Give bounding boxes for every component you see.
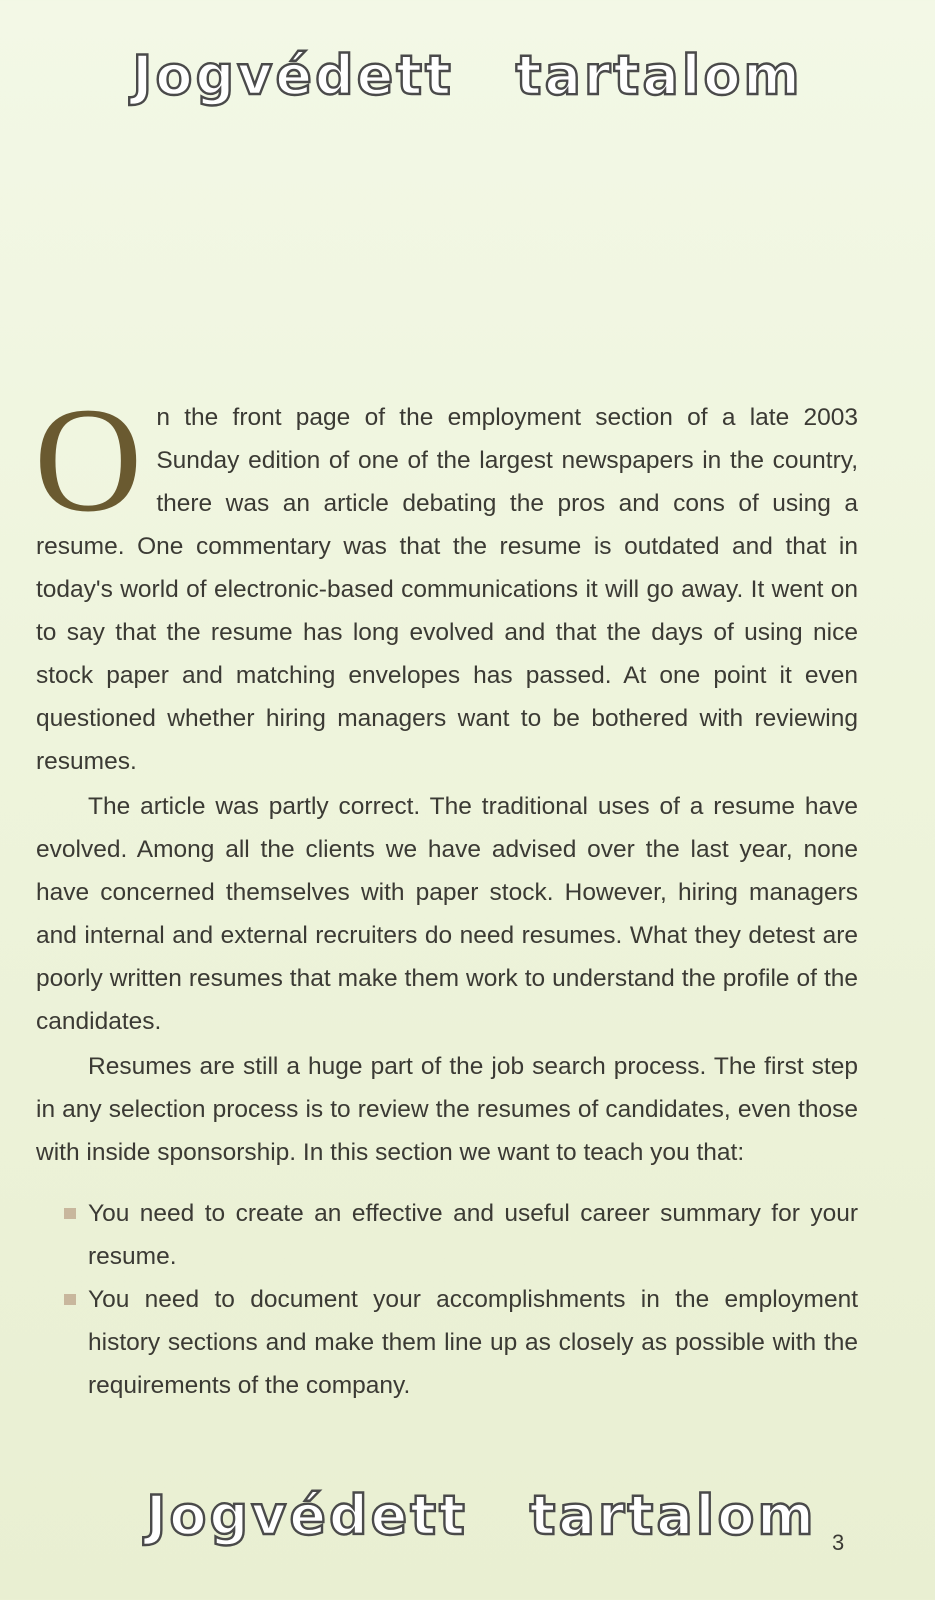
- page-number: 3: [832, 1530, 845, 1555]
- watermark-bottom: Jogvédett tartalom: [146, 1484, 817, 1547]
- page-body: [34, 377, 858, 1407]
- paragraph-3: Resumes are still a huge part of the job search process. The first step in any selection process is to review the resumes of candidates, even those with inside sponsorship. In this section we want to teach you that:: [36, 1053, 858, 1166]
- list-item-text: You need to document your accomplishments in the employment history sections and make them line up as closely as possible with the requirements of the company.: [88, 1286, 858, 1399]
- paragraph-2: The article was partly correct. The traditional uses of a resume have evolved. Among all the clients we have advised over the last year, none have concerned themselves with paper stock. However, hiring managers and internal and external recruiters do need resumes. What they detest are poorly written resumes that make them work to understand the profile of the candidates.: [36, 793, 858, 1035]
- bullet-list: [36, 1192, 858, 1407]
- paragraph-1: [34, 377, 858, 783]
- square-bullet-icon: [64, 1294, 76, 1305]
- list-item-text: You need to create an effective and useful career summary for your resume.: [88, 1200, 858, 1270]
- watermark-top: Jogvédett tartalom: [132, 44, 803, 107]
- paragraph-1-text: n the front page of the employment section of a late 2003 Sunday edition of one of the largest newspapers in the country, there was an article debating the pros and cons of using a resume. One commentary was that the resume is outdated and that in today's world of electronic-based communications it will go away. It went on to say that the resume has long evolved and that the days of using nice stock paper and matching envelopes has passed. At one point it even questioned whether hiring managers want to be bothered with reviewing resumes.: [36, 404, 858, 775]
- drop-cap: O: [34, 377, 143, 543]
- list-item: [88, 1278, 858, 1407]
- list-item: [88, 1192, 858, 1278]
- square-bullet-icon: [64, 1208, 76, 1219]
